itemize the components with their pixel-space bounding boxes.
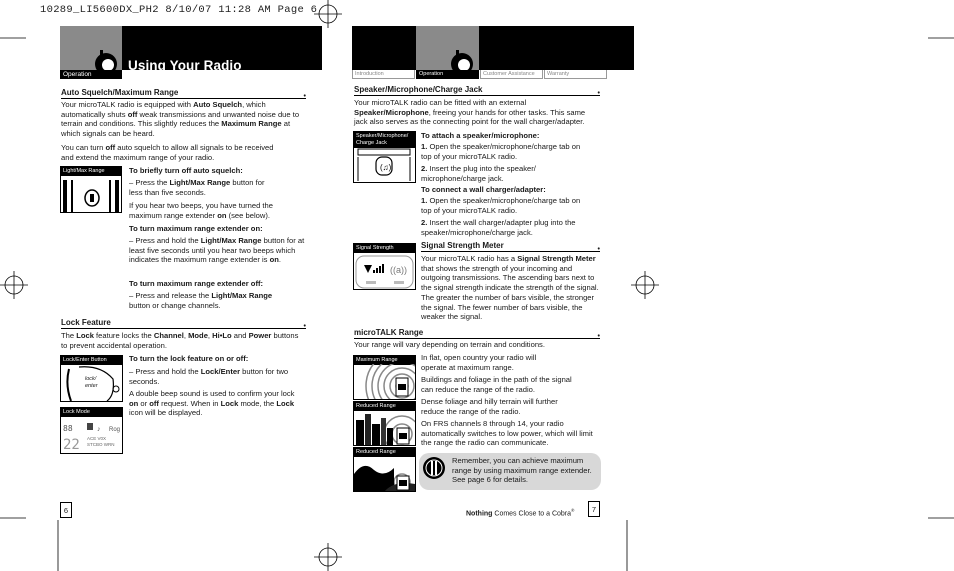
page-number-right: 7	[588, 501, 600, 517]
svg-text:(♫): (♫)	[380, 163, 392, 172]
range-para-foliage: Dense foliage and hilly terrain will further reduce the range of the radio.	[421, 397, 558, 416]
svg-text:((a)): ((a))	[390, 265, 407, 275]
sub-lock-toggle: To turn the lock feature on or off:	[129, 354, 249, 363]
sub-attach-mic: To attach a speaker/microphone:	[421, 131, 540, 140]
lock-enter-text: lock/ enter	[85, 376, 98, 389]
squelch-para-1: Your microTALK radio is equipped with Auto Squelch, which automatically shuts off weak transmissions and unwanted noise due to terrain and conditions. This slightly reduces the Maximum Range at which signals can be heard.	[61, 100, 300, 139]
sub-briefly-off: To briefly turn off auto squelch:	[129, 166, 243, 175]
image-charge-jack	[353, 131, 416, 183]
nav-operation[interactable]: Operation	[416, 70, 479, 79]
list-attach-item-2: 2. Insert the plug into the speaker/ microphone/charge jack.	[421, 164, 536, 183]
image-label: Light/Max Range	[61, 167, 121, 176]
heading-auto-squelch: Auto Squelch/Maximum Range •	[61, 88, 306, 100]
svg-text:Rog: Rog	[109, 427, 121, 433]
svg-text:♪: ♪	[97, 426, 101, 433]
info-icon	[422, 456, 446, 480]
image-light-max-range	[60, 166, 122, 213]
reduced-range-buildings-illustration	[354, 410, 415, 446]
print-slug: 10289_LI5600DX_PH2 8/10/07 11:28 AM Page 6	[40, 4, 318, 16]
image-label: Lock/Enter Button	[61, 356, 122, 365]
image-maximum-range	[353, 355, 416, 400]
svg-text:88: 88	[63, 424, 73, 433]
range-para-flat: In flat, open country your radio will operate at maximum range.	[421, 353, 537, 372]
radio-side-illustration	[61, 176, 121, 213]
image-label: Lock Mode	[61, 408, 122, 417]
page-title: Using Your Radio	[128, 58, 242, 73]
signal-para-1: Your microTALK radio has a Signal Strength Meter that shows the strength of your incoming and outgoing transmissions. The ascending bars next to the signal strength indicate the strength of the signal. The greater the number of bars visible, the stronger the signal. The fewer number of bars visible, the weaker the signal.	[421, 254, 599, 322]
image-lock-enter-button	[60, 355, 123, 402]
image-lock-mode	[60, 407, 123, 454]
nav-warranty[interactable]: Warranty	[544, 70, 607, 79]
nav-introduction[interactable]: Introduction	[352, 70, 415, 79]
reminder-text: Remember, you can achieve maximum range by using maximum range extender. See page 6 for details.	[452, 456, 592, 485]
image-label: Maximum Range	[354, 356, 415, 365]
step-extender-off: – Press and release the Light/Max Range button or change channels.	[129, 291, 273, 310]
nav-customer-assistance[interactable]: Customer Assistance	[480, 70, 543, 79]
range-para-frs: On FRS channels 8 through 14, your radio automatically switches to low power, which will limit the range the radio can communicate.	[421, 419, 593, 448]
right-header-band	[352, 26, 634, 70]
heading-microtalk-range: microTALK Range •	[354, 328, 600, 340]
image-label: Speaker/Microphone/ Charge Jack	[354, 132, 415, 148]
range-para-buildings: Buildings and foliage in the path of the signal can reduce the range of the radio.	[421, 375, 572, 394]
step-extender-on: – Press and hold the Light/Max Range button for at least five seconds until you hear two beeps which indicates the maximum range extender is on.	[129, 236, 305, 265]
image-label: Reduced Range	[354, 402, 415, 411]
sub-extender-on: To turn maximum range extender on:	[129, 224, 263, 233]
note-two-beeps: If you hear two beeps, you have turned the maximum range extender on (see below).	[129, 201, 273, 220]
heading-lock-feature: Lock Feature •	[61, 318, 306, 330]
squelch-para-2: You can turn off auto squelch to allow all signals to be received and extend the maximum range of your radio.	[61, 143, 274, 162]
heading-signal-strength: Signal Strength Meter •	[421, 241, 600, 253]
image-reduced-range-buildings	[353, 401, 416, 446]
sub-extender-off: To turn maximum range extender off:	[129, 279, 264, 288]
footer-slogan: Nothing Comes Close to a Cobra®	[466, 508, 575, 518]
page-number-left: 6	[60, 502, 72, 518]
signal-bars-illustration	[354, 253, 415, 290]
image-reduced-range-hills	[353, 447, 416, 492]
image-label: Signal Strength	[354, 244, 415, 253]
heading-charge-jack: Speaker/Microphone/Charge Jack •	[354, 85, 600, 97]
jack-para-1: Your microTALK radio can be fitted with an external Speaker/Microphone, freeing your hands for other tasks. This same jack also serves as the connecting point for the wall charger/adapter.	[354, 98, 586, 127]
image-signal-strength	[353, 243, 416, 290]
charge-jack-illustration	[354, 147, 415, 183]
step-briefly-off: – Press the Light/Max Range button for less than five seconds.	[129, 178, 265, 197]
list-charger-item-2: 2. Insert the wall charger/adapter plug into the speaker/microphone/charge jack.	[421, 218, 576, 237]
note-double-beep: A double beep sound is used to confirm your lock on or off request. When in Lock mode, the Lock icon will be displayed.	[129, 389, 295, 418]
list-charger-item-1: 1. Open the speaker/microphone/charge tab on top of your microTALK radio.	[421, 196, 581, 215]
left-tab-label: Operation	[63, 71, 92, 78]
maximum-range-illustration	[354, 364, 415, 400]
image-label: Reduced Range	[354, 448, 415, 457]
lock-para-1: The Lock feature locks the Channel, Mode, Hi•Lo and Power buttons to prevent accidental operation.	[61, 331, 299, 350]
sub-connect-charger: To connect a wall charger/adapter:	[421, 185, 546, 194]
range-intro: Your range will vary depending on terrain and conditions.	[354, 340, 545, 349]
list-attach-item-1: 1. Open the speaker/microphone/charge tab on top of your microTALK radio.	[421, 142, 581, 161]
svg-text:22: 22	[63, 437, 80, 453]
lcd-mode-text: ACE V0X STCBO WRN	[87, 436, 115, 447]
reduced-range-hills-illustration	[354, 456, 415, 492]
step-lock-toggle: – Press and hold the Lock/Enter button for two seconds.	[129, 367, 289, 386]
